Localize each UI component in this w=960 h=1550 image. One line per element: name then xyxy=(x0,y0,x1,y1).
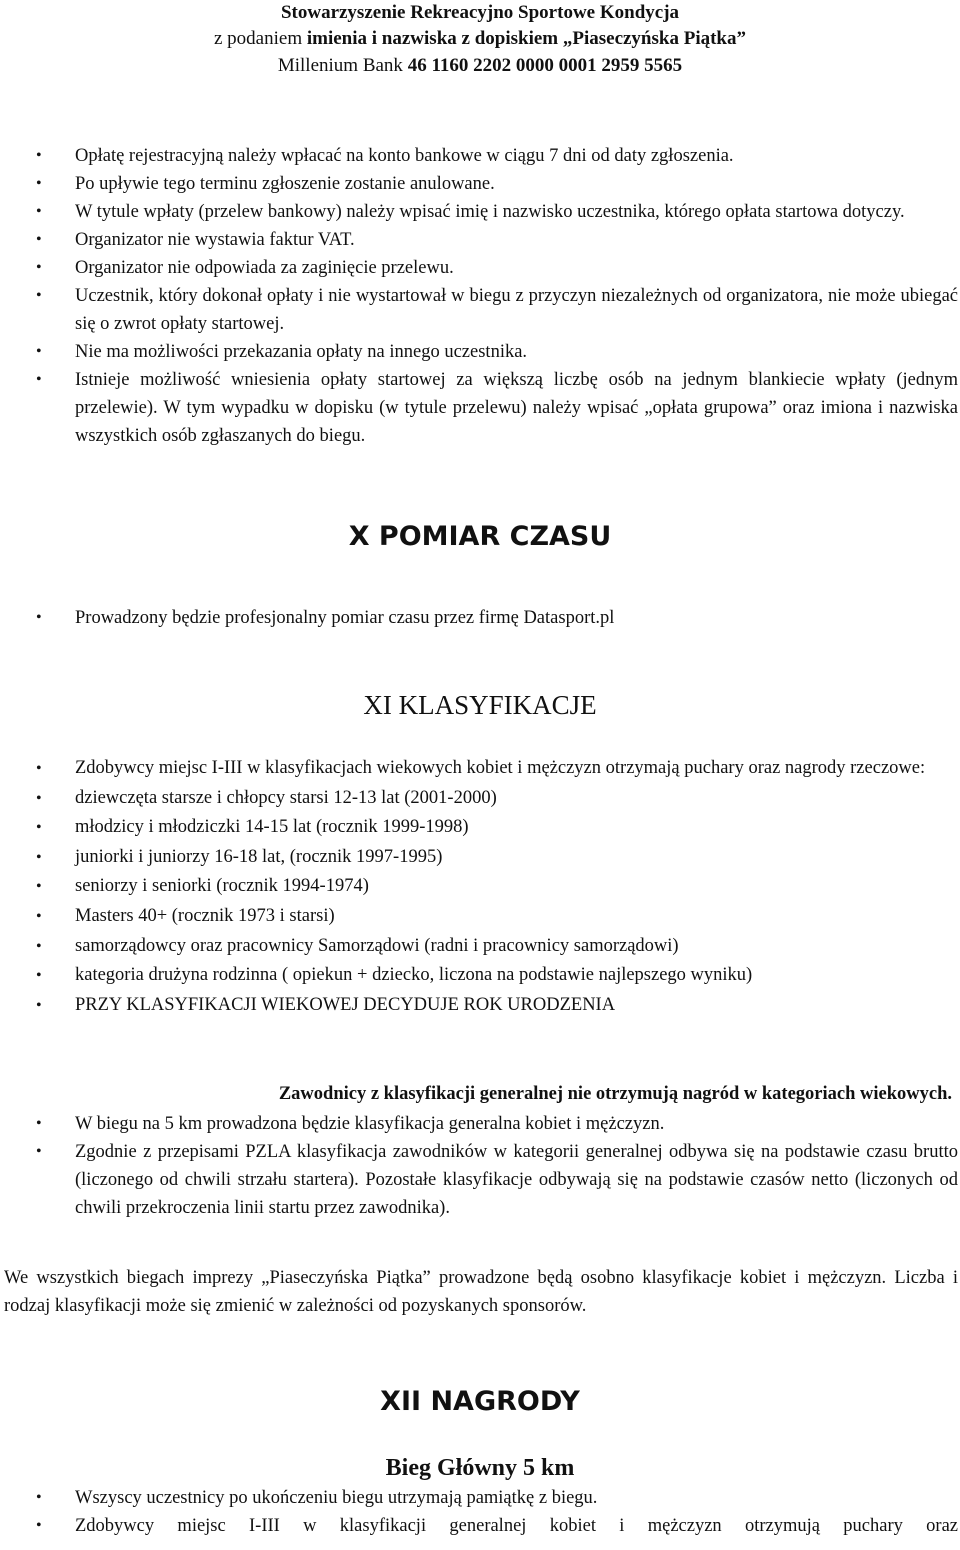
bank-name: Millenium Bank xyxy=(277,55,408,76)
list-item: • Zdobywcy miejsc I-III w klasyfikacji generalnej kobiet i mężczyzn otrzymują puchary oraz xyxy=(0,1512,960,1540)
list-item: • Nie ma możliwości przekazania opłaty na innego uczestnika. xyxy=(0,338,960,366)
list-item: • Wszyscy uczestnicy po ukończeniu biegu utrzymają pamiątkę z biegu. xyxy=(0,1484,960,1512)
classification-paragraph: We wszystkich biegach imprezy „Piaseczyńska Piątka” prowadzone będą osobno klasyfikacje kobiet i mężczyzn. Liczba i rodzaj klasyfikacji może się zmienić w zależności od pozyskanych sponsorów. xyxy=(4,1268,958,1316)
section-xii-list xyxy=(0,1484,960,1540)
list-item: • PRZY KLASYFIKACJI WIEKOWEJ DECYDUJE ROK URODZENIA xyxy=(0,991,960,1021)
list-item: • Organizator nie odpowiada za zaginięcie przelewu. xyxy=(0,254,960,282)
list-item: • W tytule wpłaty (przelew bankowy) należy wpisać imię i nazwisko uczestnika, którego opłata startowa dotyczy. xyxy=(0,198,960,226)
section-xi-list xyxy=(0,754,960,1020)
section-xii-title: XII NAGRODY xyxy=(380,1386,580,1417)
list-item: • juniorki i juniorzy 16-18 lat, (rocznik 1997-1995) xyxy=(0,843,960,873)
section-x-list xyxy=(0,604,960,632)
header-org-name xyxy=(0,0,960,25)
section-xi-list-2 xyxy=(0,1110,960,1222)
section-xii-subtitle: Bieg Główny 5 km xyxy=(385,1455,575,1481)
list-item: • Uczestnik, który dokonał opłaty i nie wystartował w biegu z przyczyn niezależnych od organizatora, nie może ubiegać się o zwrot opłaty startowej. xyxy=(0,282,960,338)
list-item: • młodzicy i młodziczki 14-15 lat (rocznik 1999-1998) xyxy=(0,813,960,843)
list-item: • Opłatę rejestracyjną należy wpłacać na konto bankowe w ciągu 7 dni od daty zgłoszenia. xyxy=(0,142,960,170)
general-classification-note: Zawodnicy z klasyfikacji generalnej nie otrzymują nagród w kategoriach wiekowych. xyxy=(278,1084,952,1104)
payment-title-bold: imienia i nazwiska z dopiskiem „Piaseczyńska Piątka” xyxy=(306,28,746,49)
header-bank-account xyxy=(0,53,960,78)
org-name: Stowarzyszenie Rekreacyjno Sportowe Kondycja xyxy=(280,2,680,23)
list-item: • Prowadzony będzie profesjonalny pomiar czasu przez firmę Datasport.pl xyxy=(0,604,960,632)
payment-title-prefix: z podaniem xyxy=(214,28,307,49)
list-item: • seniorzy i seniorki (rocznik 1994-1974) xyxy=(0,872,960,902)
list-item: • samorządowcy oraz pracownicy Samorządowi (radni i pracownicy samorządowi) xyxy=(0,932,960,962)
bank-account-number: 46 1160 2202 0000 0001 2959 5565 xyxy=(407,55,683,76)
list-item: • kategoria drużyna rodzinna ( opiekun + dziecko, liczona na podstawie najlepszego wyniku) xyxy=(0,961,960,991)
payment-rules-list xyxy=(0,142,960,450)
section-xi-title: XI KLASYFIKACJE xyxy=(363,690,597,720)
list-item: • Po upływie tego terminu zgłoszenie zostanie anulowane. xyxy=(0,170,960,198)
list-item: • Masters 40+ (rocznik 1973 i starsi) xyxy=(0,902,960,932)
list-item: • W biegu na 5 km prowadzona będzie klasyfikacja generalna kobiet i mężczyzn. xyxy=(0,1110,960,1138)
list-item: • Istnieje możliwość wniesienia opłaty startowej za większą liczbę osób na jednym blankiecie wpłaty (jednym przelewie). W tym wypadku w dopisku (w tytule przelewu) należy wpisać „opłata grupowa” oraz imiona i nazwiska wszystkich osób zgłaszanych do biegu. xyxy=(0,366,960,450)
list-item: • Zgodnie z przepisami PZLA klasyfikacja zawodników w kategorii generalnej odbywa się na podstawie czasu brutto (liczonego od chwili strzału startera). Pozostałe klasyfikacje odbywają się na podstawie czasów netto (liczonych od chwili przekroczenia linii startu przez zawodnika). xyxy=(0,1138,960,1222)
list-item: • Zdobywcy miejsc I-III w klasyfikacjach wiekowych kobiet i mężczyzn otrzymają puchary oraz nagrody rzeczowe: xyxy=(0,754,960,784)
list-item: • Organizator nie wystawia faktur VAT. xyxy=(0,226,960,254)
section-x-title: X POMIAR CZASU xyxy=(348,521,612,552)
header-payment-title xyxy=(0,26,960,51)
list-item: • dziewczęta starsze i chłopcy starsi 12-13 lat (2001-2000) xyxy=(0,784,960,814)
